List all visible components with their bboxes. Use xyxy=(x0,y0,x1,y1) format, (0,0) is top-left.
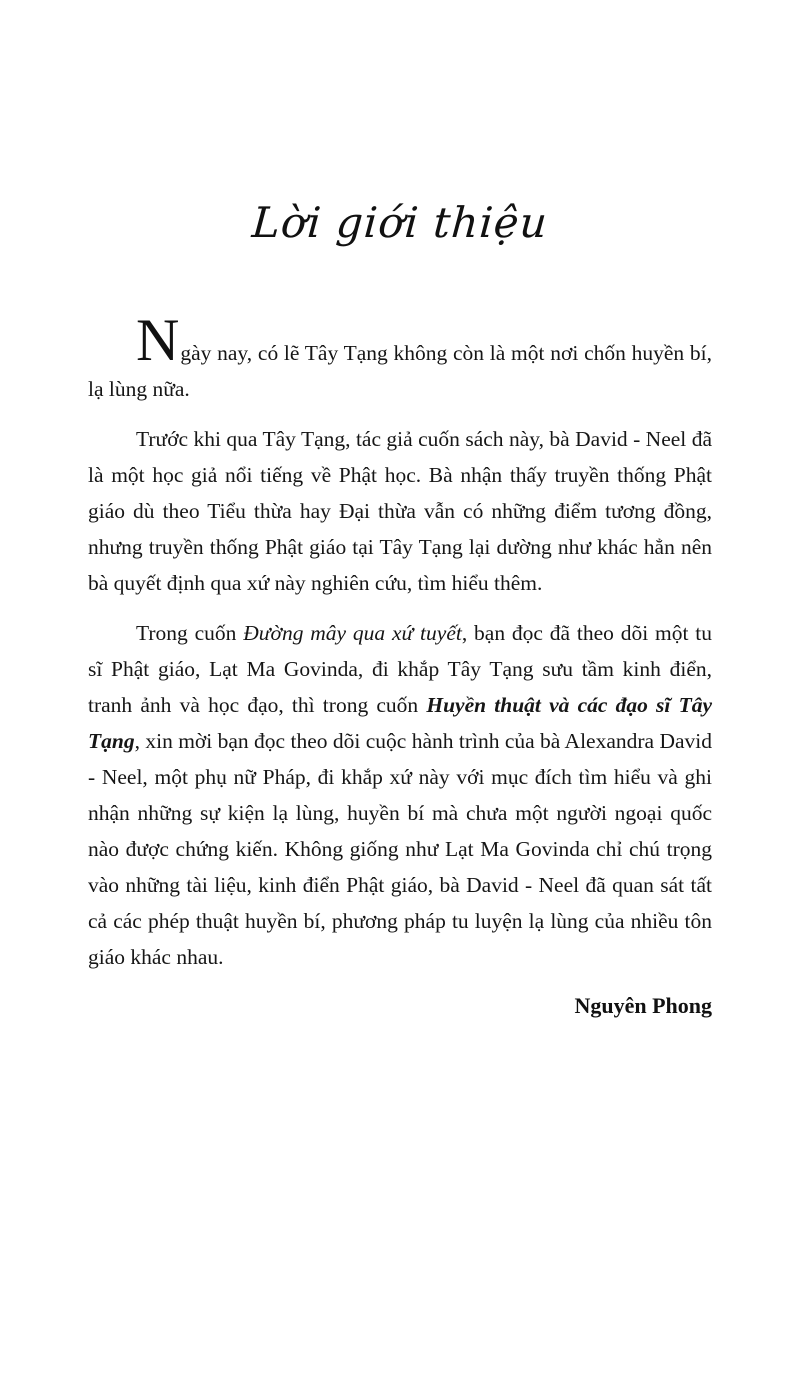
text-segment: Đường mây qua xứ tuyết xyxy=(243,621,462,645)
paragraph xyxy=(88,615,712,975)
text-segment: , bạn đọc đã theo dõi một tu sĩ Phật giáo, Lạt Ma Govinda, đi khắp Tây Tạng sưu tầm kinh điển, tranh ảnh và học đạo, thì trong cuốn xyxy=(88,621,712,717)
paragraphs xyxy=(88,307,712,975)
text-segment: Trước khi qua Tây Tạng, tác giả cuốn sách này, bà David - Neel đã là một học giả nổi tiếng về Phật học. Bà nhận thấy truyền thống Phật giáo dù theo Tiểu thừa hay Đại thừa vẫn có những điểm tương đồng, nhưng truyền thống Phật giáo tại Tây Tạng lại dường như khác hẳn nên bà quyết định qua xứ này nghiên cứu, tìm hiểu thêm. xyxy=(88,427,712,595)
book-page xyxy=(0,198,800,1394)
paragraph xyxy=(88,307,712,407)
text-segment: Trong cuốn xyxy=(136,621,244,645)
text-segment: , xin mời bạn đọc theo dõi cuộc hành trình của bà Alexandra David - Neel, một phụ nữ Pháp, đi khắp xứ này với mục đích tìm hiểu và ghi nhận những sự kiện lạ lùng, huyền bí mà chưa một người ngoại quốc nào được chứng kiến. Không giống như Lạt Ma Govinda chỉ chú trọng vào những tài liệu, kinh điển Phật giáo, bà David - Neel đã quan sát tất cả các phép thuật huyền bí, phương pháp tu luyện lạ lùng của nhiều tôn giáo khác nhau. xyxy=(88,729,712,969)
text-segment: Huyền thuật và các đạo sĩ Tây Tạng xyxy=(88,693,712,753)
chapter-title: Lời giới thiệu xyxy=(250,198,550,247)
text-segment: gày nay, có lẽ Tây Tạng không còn là một nơi chốn huyền bí, lạ lùng nữa. xyxy=(88,341,712,401)
drop-cap: N xyxy=(136,307,181,373)
paragraph xyxy=(88,421,712,601)
author-signature: Nguyên Phong xyxy=(574,993,712,1018)
